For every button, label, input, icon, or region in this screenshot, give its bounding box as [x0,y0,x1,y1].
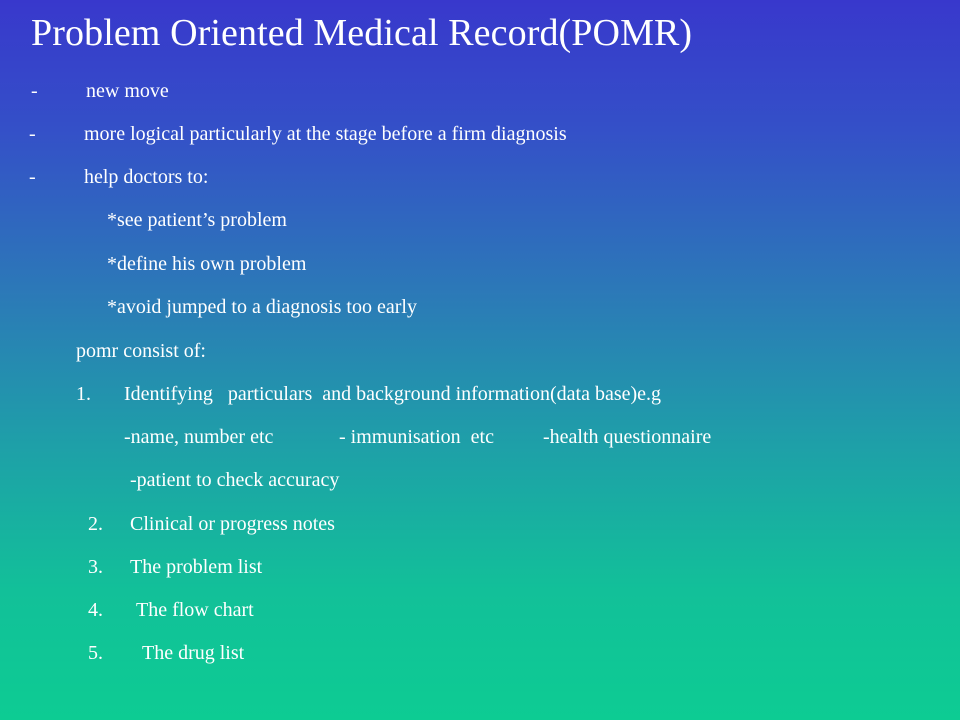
bullet-more-logical: more logical particularly at the stage before a firm diagnosis [84,123,567,145]
bullet-marker: - [31,80,38,102]
list-number: 3. [88,556,103,578]
detail-health-questionnaire: -health questionnaire [543,426,712,448]
detail-check-accuracy: -patient to check accuracy [130,469,340,491]
list-item-identifying: Identifying particulars and background information(data base)e.g [124,383,662,405]
list-number: 2. [88,513,103,535]
sub-item-avoid-diagnosis: *avoid jumped to a diagnosis too early [107,296,417,318]
bullet-marker: - [29,166,36,188]
bullet-new-move: new move [86,80,169,102]
detail-immunisation: - immunisation etc [339,426,494,448]
slide-title: Problem Oriented Medical Record(POMR) [31,12,693,54]
bullet-help-doctors: help doctors to: [84,166,209,188]
list-item-problem-list: The problem list [130,556,263,578]
pomr-consist-label: pomr consist of: [76,340,206,362]
list-item-flow-chart: The flow chart [136,599,254,621]
list-item-drug-list: The drug list [142,642,245,664]
list-item-clinical-notes: Clinical or progress notes [130,513,335,535]
sub-item-see-problem: *see patient’s problem [107,209,287,231]
detail-name-number: -name, number etc [124,426,274,448]
list-number: 4. [88,599,103,621]
bullet-marker: - [29,123,36,145]
sub-item-define-problem: *define his own problem [107,253,307,275]
list-number: 5. [88,642,103,664]
list-number: 1. [76,383,91,405]
